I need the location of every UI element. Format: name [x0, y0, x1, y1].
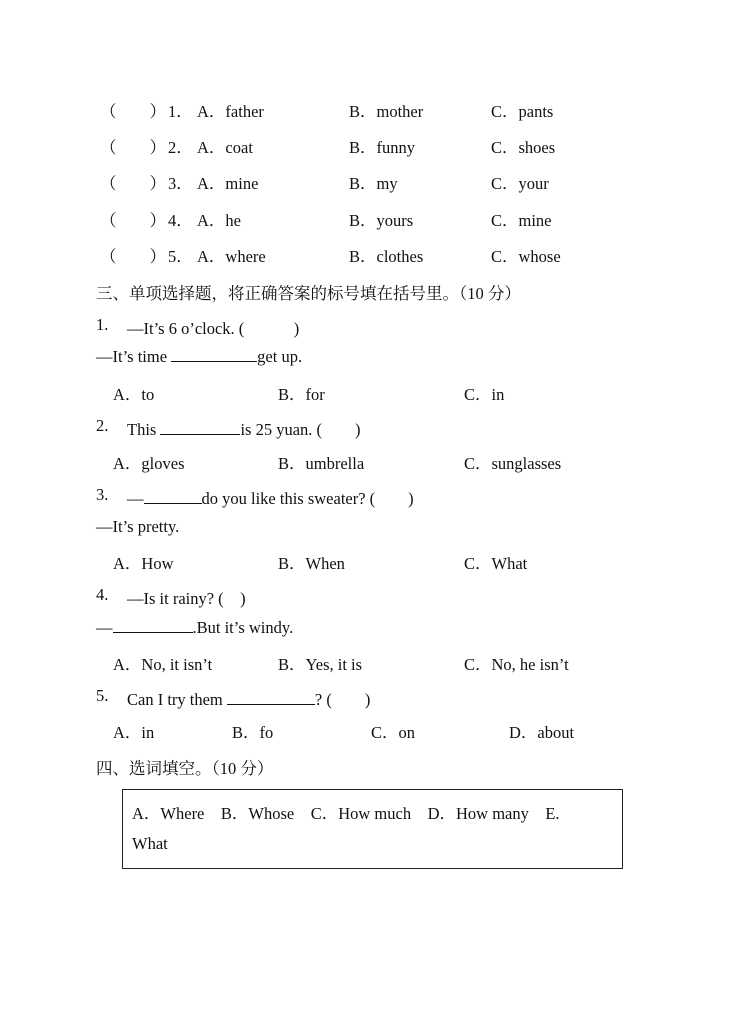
option-b: B．clothes — [349, 247, 424, 266]
option-b: B．Yes, it is — [278, 655, 363, 674]
question-line — [96, 347, 302, 367]
question-number: 1． — [168, 102, 193, 121]
line-text: .But it’s windy. — [192, 618, 294, 637]
question-number: 2． — [168, 138, 193, 157]
question-number: 2. — [96, 416, 109, 435]
line-text: This — [127, 420, 161, 439]
option-c: C．whose — [491, 247, 561, 266]
question-number: 4. — [96, 585, 109, 604]
section4-heading: 四、选词填空。（10 分） — [96, 759, 274, 778]
question-number: 5. — [96, 686, 109, 705]
list-item — [0, 207, 741, 231]
answer-paren[interactable]: （ ） — [100, 174, 166, 193]
option-a: A．No, it isn’t — [113, 655, 213, 674]
option-c: C．in — [464, 385, 505, 404]
option-b: B．funny — [349, 138, 415, 157]
option-b: B．umbrella — [278, 454, 365, 473]
line-text: Can I try them — [127, 690, 227, 709]
line-text: —It’s time — [96, 347, 172, 366]
question-stem: —Is it rainy? ( ) — [127, 589, 246, 608]
option-a: A．where — [197, 247, 266, 266]
list-item — [0, 243, 741, 267]
answer-blank[interactable] — [113, 618, 193, 633]
word-bank-line: A．Where B．Whose C．How much D．How many E. — [132, 804, 560, 823]
question-line: —It’s pretty. — [96, 517, 180, 536]
option-c: C．pants — [491, 102, 554, 121]
line-text: ? ( ) — [314, 690, 371, 709]
question-number: 1. — [96, 315, 109, 334]
list-item — [0, 170, 741, 194]
answer-paren[interactable]: （ ） — [100, 102, 166, 121]
answer-blank[interactable] — [227, 690, 315, 705]
option-c: C．No, he isn’t — [464, 655, 569, 674]
list-item — [0, 134, 741, 158]
word-bank-line: What — [132, 834, 168, 853]
question-stem — [127, 416, 361, 440]
answer-blank[interactable] — [171, 347, 257, 362]
list-item — [0, 98, 741, 122]
option-b: B．yours — [349, 211, 414, 230]
option-a: A．coat — [197, 138, 253, 157]
option-b: B．When — [278, 554, 345, 573]
option-b: B．fo — [232, 723, 274, 742]
question-number: 3. — [96, 485, 109, 504]
option-a: A．How — [113, 554, 174, 573]
option-a: A．to — [113, 385, 155, 404]
word-bank-box — [122, 789, 623, 869]
option-a: A．he — [197, 211, 241, 230]
option-a: A．gloves — [113, 454, 185, 473]
option-c: C．shoes — [491, 138, 556, 157]
line-text: — — [96, 618, 113, 637]
option-a: A．in — [113, 723, 155, 742]
question-line — [96, 618, 293, 638]
answer-paren[interactable]: （ ） — [100, 247, 166, 266]
option-c: C．What — [464, 554, 528, 573]
answer-paren[interactable]: （ ） — [100, 211, 166, 230]
option-c: C．on — [371, 723, 416, 742]
question-number: 5． — [168, 247, 193, 266]
question-number: 3． — [168, 174, 193, 193]
option-d: D．about — [509, 723, 575, 742]
line-text: — — [127, 489, 144, 508]
line-text: is 25 yuan. ( ) — [240, 420, 361, 439]
line-text: do you like this sweater? ( ) — [201, 489, 414, 508]
question-number: 4． — [168, 211, 193, 230]
option-c: C．mine — [491, 211, 552, 230]
option-c: C．your — [491, 174, 549, 193]
option-b: B．mother — [349, 102, 424, 121]
answer-paren[interactable]: （ ） — [100, 138, 166, 157]
option-a: A．mine — [197, 174, 259, 193]
option-c: C．sunglasses — [464, 454, 562, 473]
question-stem: —It’s 6 o’clock. ( ) — [127, 319, 300, 338]
answer-blank[interactable] — [144, 489, 202, 504]
option-a: A．father — [197, 102, 264, 121]
question-stem — [127, 485, 414, 509]
option-b: B．for — [278, 385, 325, 404]
section3-heading: 三、单项选择题，将正确答案的标号填在括号里。（10 分） — [96, 284, 521, 303]
option-b: B．my — [349, 174, 398, 193]
question-stem — [127, 686, 370, 710]
line-text: get up. — [257, 347, 303, 366]
answer-blank[interactable] — [160, 420, 240, 435]
